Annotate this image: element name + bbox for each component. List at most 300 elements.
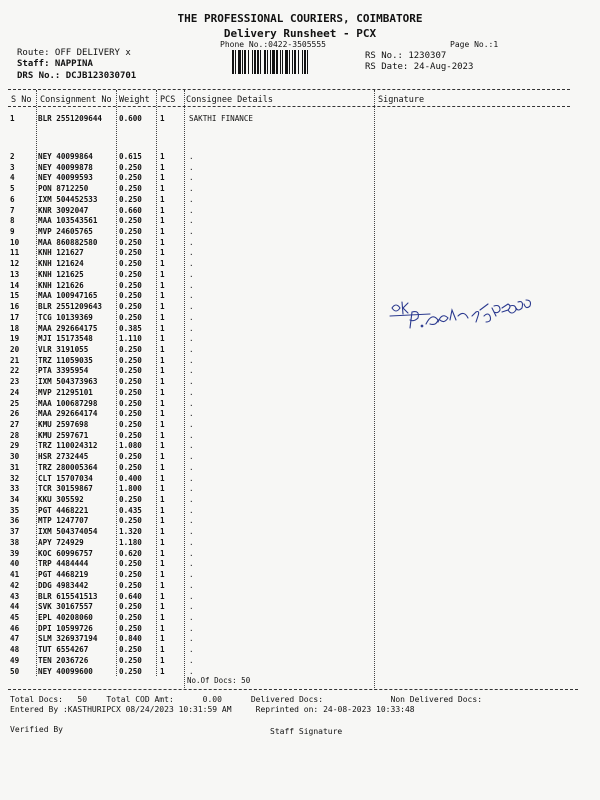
row-weight: 0.250 [119, 623, 142, 633]
row-sno: 38 [10, 537, 20, 547]
row-weight: 0.250 [119, 377, 142, 387]
row-weight: 0.250 [119, 173, 142, 183]
row-sno: 26 [10, 409, 20, 419]
row-consignment: PTA 3395954 [38, 366, 89, 376]
row-sno: 32 [10, 473, 20, 483]
row-consignment: EPL 40208060 [38, 612, 93, 622]
row-sno: 46 [10, 623, 20, 633]
row-consignment: TEN 2036726 [38, 655, 89, 665]
row-sno: 19 [10, 334, 20, 344]
row-sno: 23 [10, 377, 20, 387]
row-sno: 35 [10, 505, 20, 515]
barcode-bar [294, 50, 296, 74]
row-consignment: IXM 504374054 [38, 527, 98, 537]
row-consignee: . [189, 484, 194, 494]
column-divider [116, 90, 117, 676]
row-weight: 1.180 [119, 537, 142, 547]
row-consignment: IXM 504452533 [38, 194, 98, 204]
row-weight: 0.250 [119, 387, 142, 397]
verified-by-label: Verified By [10, 725, 63, 734]
barcode-bar [235, 50, 236, 74]
row-consignment: NEY 40099878 [38, 162, 93, 172]
row-pcs: 1 [160, 205, 165, 215]
row-weight: 0.660 [119, 205, 142, 215]
row-weight: 0.250 [119, 344, 142, 354]
row-sno: 44 [10, 602, 20, 612]
row-weight: 0.250 [119, 495, 142, 505]
row-pcs: 1 [160, 473, 165, 483]
row-pcs: 1 [160, 227, 165, 237]
row-pcs: 1 [160, 237, 165, 247]
barcode-bar [289, 50, 290, 74]
row-consignee: . [189, 570, 194, 580]
row-consignment: TRZ 280005364 [38, 462, 98, 472]
column-header-pcs: PCS [160, 95, 176, 105]
row-consignment: SVK 30167557 [38, 602, 93, 612]
row-consignee: . [189, 248, 194, 258]
row-pcs: 1 [160, 312, 165, 322]
barcode-bar [242, 50, 243, 74]
document-title: THE PROFESSIONAL COURIERS, COIMBATORE [177, 12, 423, 25]
row-consignment: KNR 3092047 [38, 205, 89, 215]
row-consignment: MAA 292664174 [38, 409, 98, 419]
row-pcs: 1 [160, 291, 165, 301]
row-consignment: PGT 4468221 [38, 505, 89, 515]
barcode-bar [298, 50, 299, 74]
row-sno: 11 [10, 248, 20, 258]
row-consignee: . [189, 516, 194, 526]
staff-signature-label: Staff Signature [270, 727, 343, 736]
row-weight: 0.250 [119, 291, 142, 301]
row-pcs: 1 [160, 452, 165, 462]
column-divider [374, 90, 375, 690]
row-sno: 28 [10, 430, 20, 440]
row-weight: 0.250 [119, 612, 142, 622]
row-weight: 0.615 [119, 152, 142, 161]
row-consignment: MAA 860882580 [38, 237, 98, 247]
barcode-bar [260, 50, 261, 74]
barcode-bar [292, 50, 293, 74]
row-consignment: MAA 103543561 [38, 216, 98, 226]
row-pcs: 1 [160, 591, 165, 601]
row-weight: 0.250 [119, 452, 142, 462]
row-weight: 1.110 [119, 334, 142, 344]
row-consignment: SLM 326937194 [38, 634, 98, 644]
row-pcs: 1 [160, 666, 165, 676]
row-sno: 5 [10, 184, 15, 194]
row-pcs: 1 [160, 248, 165, 258]
row-pcs: 1 [160, 366, 165, 376]
row-consignee: . [189, 291, 194, 301]
row-sno: 49 [10, 655, 20, 665]
row-consignment: TRZ 110024312 [38, 441, 98, 451]
barcode-bar [307, 50, 308, 74]
row-consignment: APY 724929 [38, 537, 84, 547]
footer-rule [8, 689, 578, 690]
row-pcs: 1 [160, 612, 165, 622]
row-consignee: . [189, 420, 194, 429]
row-weight: 0.400 [119, 473, 142, 483]
row-sno: 20 [10, 344, 20, 354]
row-pcs: 1 [160, 537, 165, 547]
row-pcs: 1 [160, 441, 165, 451]
row-sno: 30 [10, 452, 20, 462]
row-pcs: 1 [160, 516, 165, 526]
row-consignment: KNH 121624 [38, 259, 84, 269]
row-sno: 12 [10, 259, 20, 269]
row-weight: 0.250 [119, 184, 142, 194]
row-consignment: NEY 40099593 [38, 173, 93, 183]
row-consignment: TCG 10139369 [38, 312, 93, 322]
row-pcs: 1 [160, 409, 165, 419]
row-pcs: 1 [160, 645, 165, 655]
row-consignment: VLR 3191055 [38, 344, 89, 354]
row-consignment: KOC 60996757 [38, 548, 93, 558]
row-consignee: . [189, 645, 194, 655]
row-consignee: . [189, 216, 194, 226]
row-consignee: . [189, 184, 194, 194]
row-consignee: . [189, 655, 194, 665]
row-sno: 29 [10, 441, 20, 451]
row-consignee: . [189, 559, 194, 569]
rs-number: RS No.: 1230307 [365, 51, 447, 61]
row-consignee: . [189, 259, 194, 269]
row-consignment: KMU 2597671 [38, 430, 89, 440]
row-weight: 0.250 [119, 216, 142, 226]
row-consignment: NEY 40099600 [38, 666, 93, 676]
row-pcs: 1 [160, 344, 165, 354]
row-consignment: MAA 292664175 [38, 323, 98, 333]
row-consignee: . [189, 387, 194, 397]
barcode-bar [282, 50, 283, 74]
row-pcs: 1 [160, 114, 165, 123]
row-weight: 0.250 [119, 430, 142, 440]
row-consignment: CLT 15707034 [38, 473, 93, 483]
row-consignee: . [189, 312, 194, 322]
row-sno: 31 [10, 462, 20, 472]
row-sno: 6 [10, 194, 15, 204]
row-pcs: 1 [160, 280, 165, 290]
entered-by-line: Entered By :KASTHURIPCX 08/24/2023 10:31:59 AM Reprinted on: 24-08-2023 10:33:48 [10, 705, 415, 714]
row-sno: 41 [10, 570, 20, 580]
column-header-weight: Weight [119, 95, 150, 105]
row-sno: 34 [10, 495, 20, 505]
row-pcs: 1 [160, 505, 165, 515]
row-consignee: . [189, 473, 194, 483]
row-consignee: . [189, 409, 194, 419]
barcode [232, 50, 358, 74]
row-pcs: 1 [160, 323, 165, 333]
row-weight: 0.250 [119, 237, 142, 247]
column-header-consignment: Consignment No [40, 95, 112, 105]
row-weight: 0.250 [119, 580, 142, 590]
row-consignee: . [189, 377, 194, 387]
row-sno: 24 [10, 387, 20, 397]
row-pcs: 1 [160, 420, 165, 429]
row-weight: 0.250 [119, 312, 142, 322]
row-sno: 27 [10, 420, 20, 429]
row-sno: 4 [10, 173, 15, 183]
row-consignee: . [189, 505, 194, 515]
row-sno: 13 [10, 269, 20, 279]
row-sno: 3 [10, 162, 15, 172]
handwritten-signature [380, 286, 540, 332]
row-weight: 0.250 [119, 302, 142, 312]
row-sno: 45 [10, 612, 20, 622]
barcode-bar [248, 50, 249, 74]
row-weight: 0.250 [119, 409, 142, 419]
row-weight: 1.080 [119, 441, 142, 451]
row-consignee: . [189, 269, 194, 279]
barcode-bar [232, 50, 234, 74]
row-consignee: . [189, 237, 194, 247]
row-consignment: BLR 2551209643 [38, 302, 103, 312]
row-consignee: . [189, 612, 194, 622]
row-weight: 0.600 [119, 114, 142, 123]
row-consignment: KNH 121626 [38, 280, 84, 290]
row-pcs: 1 [160, 634, 165, 644]
barcode-bar [257, 50, 259, 74]
row-pcs: 1 [160, 559, 165, 569]
row-consignment: TRP 4484444 [38, 559, 89, 569]
barcode-bar [244, 50, 246, 74]
row-weight: 0.250 [119, 355, 142, 365]
row-weight: 0.250 [119, 462, 142, 472]
row-consignee: . [189, 334, 194, 344]
row-consignment: NEY 40099864 [38, 152, 93, 161]
row-weight: 0.840 [119, 634, 142, 644]
row-sno: 21 [10, 355, 20, 365]
row-weight: 0.250 [119, 162, 142, 172]
row-consignee: . [189, 162, 194, 172]
column-header-consignee: Consignee Details [186, 95, 273, 105]
row-sno: 14 [10, 280, 20, 290]
row-pcs: 1 [160, 334, 165, 344]
row-weight: 0.250 [119, 194, 142, 204]
row-pcs: 1 [160, 655, 165, 665]
row-pcs: 1 [160, 527, 165, 537]
row-pcs: 1 [160, 495, 165, 505]
row-pcs: 1 [160, 302, 165, 312]
row-pcs: 1 [160, 377, 165, 387]
row-consignment: DDG 4983442 [38, 580, 89, 590]
row-weight: 1.800 [119, 484, 142, 494]
phone-number: Phone No.:0422-3505555 [220, 40, 326, 49]
row-consignment: MTP 1247707 [38, 516, 89, 526]
row-consignee: . [189, 194, 194, 204]
row-weight: 0.250 [119, 570, 142, 580]
row-sno: 22 [10, 366, 20, 376]
row-consignee: . [189, 173, 194, 183]
row-consignment: DPI 10599726 [38, 623, 93, 633]
row-consignment: MJI 15173548 [38, 334, 93, 344]
row-sno: 42 [10, 580, 20, 590]
row-sno: 17 [10, 312, 20, 322]
row-sno: 15 [10, 291, 20, 301]
row-consignment: MAA 100947165 [38, 291, 98, 301]
row-pcs: 1 [160, 484, 165, 494]
row-consignee: . [189, 634, 194, 644]
row-consignee: . [189, 344, 194, 354]
row-pcs: 1 [160, 269, 165, 279]
row-sno: 7 [10, 205, 15, 215]
row-consignment: KNH 121625 [38, 269, 84, 279]
row-consignee: . [189, 323, 194, 333]
row-consignment: PGT 4468219 [38, 570, 89, 580]
row-consignee: . [189, 152, 194, 161]
row-weight: 0.250 [119, 602, 142, 612]
barcode-bar [280, 50, 281, 74]
row-weight: 0.385 [119, 323, 142, 333]
barcode-bar [254, 50, 256, 74]
row-pcs: 1 [160, 602, 165, 612]
number-of-docs: No.Of Docs: 50 [187, 676, 251, 685]
row-pcs: 1 [160, 355, 165, 365]
row-pcs: 1 [160, 462, 165, 472]
row-sno: 40 [10, 559, 20, 569]
barcode-bar [267, 50, 268, 74]
row-pcs: 1 [160, 194, 165, 204]
row-consignee: . [189, 398, 194, 408]
row-pcs: 1 [160, 570, 165, 580]
barcode-bar [264, 50, 266, 74]
row-weight: 0.640 [119, 591, 142, 601]
row-sno: 43 [10, 591, 20, 601]
row-consignee: . [189, 623, 194, 633]
row-sno: 33 [10, 484, 20, 494]
barcode-bar [270, 50, 271, 74]
row-sno: 9 [10, 227, 15, 237]
row-sno: 25 [10, 398, 20, 408]
column-divider [184, 90, 185, 690]
row-sno: 47 [10, 634, 20, 644]
row-consignee: . [189, 452, 194, 462]
row-pcs: 1 [160, 162, 165, 172]
row-pcs: 1 [160, 173, 165, 183]
row-pcs: 1 [160, 387, 165, 397]
row-weight: 0.250 [119, 259, 142, 269]
row-consignee: . [189, 227, 194, 237]
row-weight: 0.435 [119, 505, 142, 515]
row-weight: 0.250 [119, 559, 142, 569]
row-weight: 0.250 [119, 666, 142, 676]
row-consignee: . [189, 602, 194, 612]
row-pcs: 1 [160, 259, 165, 269]
row-weight: 0.250 [119, 227, 142, 237]
row-consignment: MAA 100687298 [38, 398, 98, 408]
staff-label: Staff: NAPPINA [17, 59, 93, 69]
row-consignee: . [189, 366, 194, 376]
row-consignee: SAKTHI FINANCE [189, 114, 254, 123]
row-pcs: 1 [160, 623, 165, 633]
column-header-signature: Signature [378, 95, 425, 105]
row-sno: 1 [10, 114, 15, 123]
row-consignment: BLR 615541513 [38, 591, 98, 601]
barcode-bar [252, 50, 253, 74]
row-weight: 0.250 [119, 398, 142, 408]
barcode-bar [238, 50, 241, 74]
row-pcs: 1 [160, 398, 165, 408]
route-label: Route: OFF DELIVERY x [17, 48, 131, 58]
drs-number: DRS No.: DCJB123030701 [17, 71, 137, 81]
row-pcs: 1 [160, 430, 165, 440]
page-number: Page No.:1 [450, 40, 499, 49]
row-consignment: BLR 2551209644 [38, 114, 103, 123]
row-consignment: KNH 121627 [38, 248, 84, 258]
row-sno: 10 [10, 237, 20, 247]
row-consignee: . [189, 430, 194, 440]
row-consignment: IXM 504373963 [38, 377, 98, 387]
row-weight: 0.250 [119, 269, 142, 279]
row-weight: 0.250 [119, 655, 142, 665]
row-consignee: . [189, 441, 194, 451]
row-consignee: . [189, 666, 194, 676]
header-bottom-rule [8, 106, 570, 107]
row-consignee: . [189, 302, 194, 312]
row-pcs: 1 [160, 548, 165, 558]
row-pcs: 1 [160, 580, 165, 590]
row-consignee: . [189, 280, 194, 290]
row-consignment: PON 8712250 [38, 184, 89, 194]
row-sno: 39 [10, 548, 20, 558]
row-sno: 48 [10, 645, 20, 655]
row-weight: 0.250 [119, 366, 142, 376]
row-weight: 0.250 [119, 248, 142, 258]
row-consignee: . [189, 495, 194, 505]
row-weight: 0.250 [119, 516, 142, 526]
row-sno: 8 [10, 216, 15, 226]
barcode-bar [304, 50, 306, 74]
row-consignment: KMU 2597698 [38, 420, 89, 429]
row-consignment: TRZ 11059035 [38, 355, 93, 365]
row-sno: 2 [10, 152, 15, 161]
barcode-bar [272, 50, 275, 74]
row-consignee: . [189, 462, 194, 472]
row-consignee: . [189, 355, 194, 365]
row-consignment: TUT 6554267 [38, 645, 89, 655]
row-consignment: TCR 30159867 [38, 484, 93, 494]
column-divider [156, 90, 157, 676]
row-weight: 1.320 [119, 527, 142, 537]
barcode-bar [276, 50, 278, 74]
header-top-rule [8, 89, 570, 90]
row-consignment: HSR 2732445 [38, 452, 89, 462]
row-consignee: . [189, 537, 194, 547]
footer-summary: Total Docs: 50 Total COD Amt: 0.00 Delivered Docs: Non Delivered Docs: [10, 695, 483, 704]
barcode-bar [302, 50, 303, 74]
row-weight: 0.250 [119, 280, 142, 290]
row-consignment: MVP 21295101 [38, 387, 93, 397]
row-consignment: MVP 24605765 [38, 227, 93, 237]
row-consignee: . [189, 548, 194, 558]
column-header-sno: S No [11, 95, 32, 105]
row-sno: 16 [10, 302, 20, 312]
rs-date: RS Date: 24-Aug-2023 [365, 62, 474, 72]
row-consignee: . [189, 527, 194, 537]
row-sno: 37 [10, 527, 20, 537]
row-sno: 50 [10, 666, 20, 676]
document-subtitle: Delivery Runsheet - PCX [223, 27, 377, 40]
row-sno: 18 [10, 323, 20, 333]
row-weight: 0.620 [119, 548, 142, 558]
row-consignee: . [189, 580, 194, 590]
row-weight: 0.250 [119, 420, 142, 429]
row-sno: 36 [10, 516, 20, 526]
row-pcs: 1 [160, 184, 165, 194]
barcode-bar [285, 50, 288, 74]
row-pcs: 1 [160, 152, 165, 161]
row-consignment: KKU 305592 [38, 495, 84, 505]
